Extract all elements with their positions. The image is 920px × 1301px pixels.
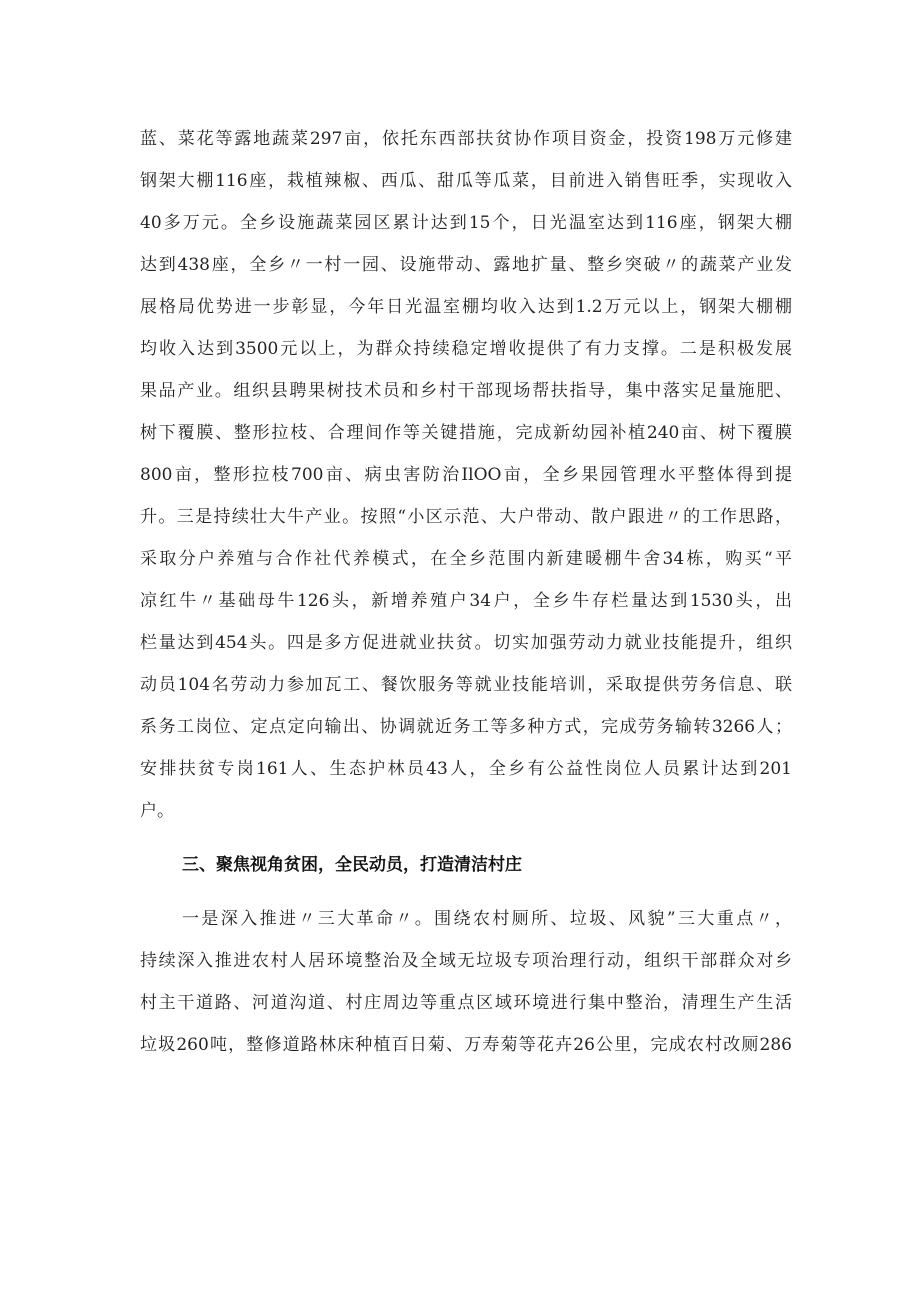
line-text: 树下覆膜、整形拉枝、合理间作等关键措施，完成新幼园补植240亩、树下覆膜 bbox=[140, 423, 792, 443]
paragraph-line bbox=[140, 412, 792, 454]
paragraph-line bbox=[140, 160, 792, 202]
line-text: 凉红牛〃基础母牛126头，新增养殖户34户，全乡牛存栏量达到1530头，出 bbox=[140, 591, 792, 611]
paragraph-line bbox=[140, 370, 792, 412]
line-text: 升。三是持续壮大牛产业。按照“小区示范、大户带动、散户跟进〃的工作思路， bbox=[140, 507, 792, 527]
line-text: 40多万元。全乡设施蔬菜园区累计达到15个，日光温室达到116座，钢架大棚 bbox=[140, 213, 792, 233]
paragraph-three-revolutions bbox=[140, 898, 792, 1066]
paragraph-line bbox=[140, 898, 792, 940]
line-text: 户。 bbox=[140, 801, 174, 821]
paragraph-line bbox=[140, 982, 792, 1024]
line-text: 果品产业。组织县聘果树技术员和乡村干部现场帮扶指导，集中落实足量施肥、 bbox=[140, 381, 792, 401]
paragraph-vegetable-fruit-cattle-employment bbox=[140, 118, 792, 832]
line-text: 栏量达到454头。四是多方促进就业扶贫。切实加强劳动力就业技能提升，组织 bbox=[140, 633, 792, 653]
line-text: 达到438座，全乡〃一村一园、设施带动、露地扩量、整乡突破〃的蔬菜产业发 bbox=[140, 255, 792, 275]
paragraph-line bbox=[140, 286, 792, 328]
line-text: 村主干道路、河道沟道、村庄周边等重点区域环境进行集中整治，清理生产生活 bbox=[140, 993, 792, 1013]
paragraph-line bbox=[140, 790, 792, 832]
line-text: 钢架大棚116座，栽植辣椒、西瓜、甜瓜等瓜菜，目前进入销售旺季，实现收入 bbox=[140, 171, 792, 191]
paragraph-line bbox=[140, 748, 792, 790]
line-text: 蓝、菜花等露地蔬菜297亩，依托东西部扶贫协作项目资金，投资198万元修建 bbox=[140, 129, 792, 149]
paragraph-line bbox=[140, 622, 792, 664]
line-text: 一是深入推进〃三大革命〃。围绕农村厕所、垃圾、风貌”三大重点〃， bbox=[182, 909, 792, 929]
line-text: 展格局优势进一步彰显，今年日光温室棚均收入达到1.2万元以上，钢架大棚棚 bbox=[140, 297, 792, 317]
paragraph-gap bbox=[140, 832, 792, 844]
section-heading: 三、聚焦视角贫困，全民动员，打造清洁村庄 bbox=[182, 855, 522, 875]
line-text: 均收入达到3500元以上，为群众持续稳定增收提供了有力支撑。二是积极发展 bbox=[140, 339, 792, 359]
paragraph-line bbox=[140, 202, 792, 244]
paragraph-line bbox=[140, 328, 792, 370]
line-text: 安排扶贫专岗161人、生态护林员43人，全乡有公益性岗位人员累计达到201 bbox=[140, 759, 792, 779]
paragraph-gap bbox=[140, 886, 792, 898]
line-text: 采取分户养殖与合作社代养模式，在全乡范围内新建暖棚牛舍34栋，购买“平 bbox=[140, 549, 792, 569]
document-body bbox=[140, 118, 792, 1066]
paragraph-line bbox=[140, 1024, 792, 1066]
paragraph-line bbox=[140, 118, 792, 160]
paragraph-line bbox=[140, 706, 792, 748]
line-text: 动员104名劳动力参加瓦工、餐饮服务等就业技能培训，采取提供劳务信息、联 bbox=[140, 675, 792, 695]
line-text: 800亩，整形拉枝700亩、病虫害防治IlOO亩，全乡果园管理水平整体得到提 bbox=[140, 465, 792, 485]
paragraph-line bbox=[140, 940, 792, 982]
paragraph-line bbox=[140, 538, 792, 580]
paragraph-line bbox=[140, 496, 792, 538]
line-text: 系务工岗位、定点定向输出、协调就近务工等多种方式，完成劳务输转3266人； bbox=[140, 717, 792, 737]
paragraph-line bbox=[140, 244, 792, 286]
line-text: 垃圾260吨，整修道路林床种植百日菊、万寿菊等花卉26公里，完成农村改厕286 bbox=[140, 1035, 792, 1055]
paragraph-line bbox=[140, 454, 792, 496]
paragraph-line bbox=[140, 580, 792, 622]
paragraph-line bbox=[140, 664, 792, 706]
line-text: 持续深入推进农村人居环境整治及全域无垃圾专项治理行动，组织干部群众对乡 bbox=[140, 951, 792, 971]
